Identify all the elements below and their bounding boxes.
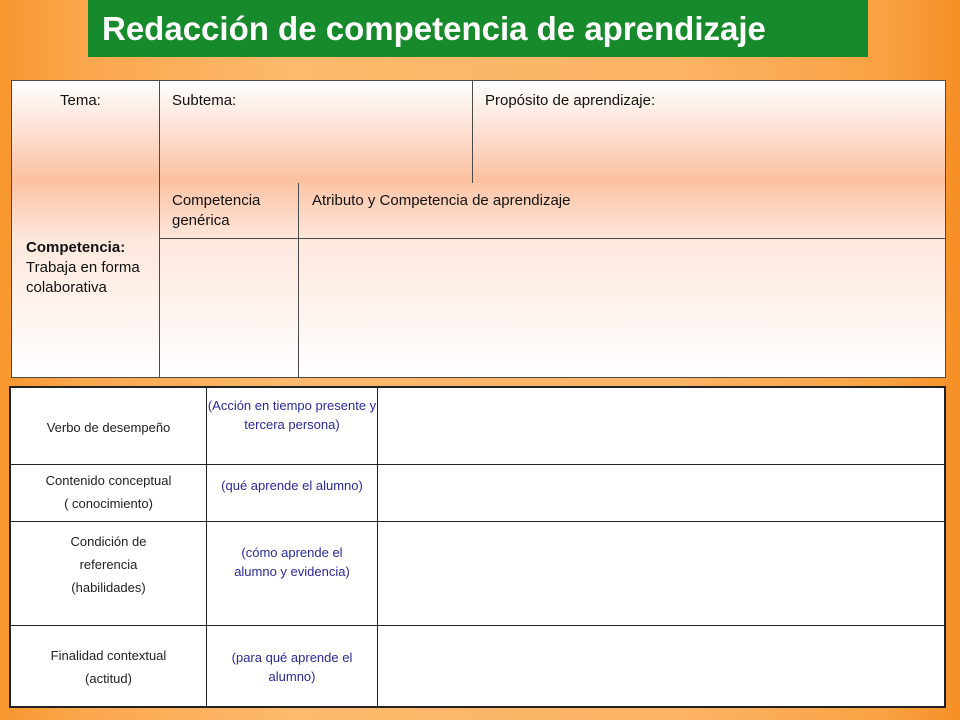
competency-builder-table — [9, 386, 946, 708]
row-hint-contenido: (qué aprende el alumno) — [221, 478, 363, 493]
topic-table — [11, 80, 946, 378]
divider — [159, 238, 945, 239]
divider — [159, 81, 160, 377]
subtema-label: Subtema: — [172, 92, 237, 109]
row-hint-condicion: (cómo aprende el alumno y evidencia) — [234, 545, 350, 579]
divider — [298, 183, 299, 377]
row-label-finalidad: Finalidad contextual (actitud) — [50, 648, 167, 686]
competencia-label: Competencia: — [26, 239, 126, 256]
topic-row — [12, 81, 945, 184]
competencia-value: Trabaja en forma colaborativa — [26, 259, 140, 296]
divider — [11, 464, 944, 465]
row-label-verbo: Verbo de desempeño — [46, 420, 171, 435]
page-title-text: Redacción de competencia de aprendizaje — [102, 9, 766, 47]
proposito-label: Propósito de aprendizaje: — [485, 92, 656, 109]
page-title — [88, 0, 868, 57]
row-label-contenido: Contenido conceptual ( conocimiento) — [45, 473, 172, 511]
tema-label: Tema: — [60, 92, 101, 109]
divider — [11, 521, 944, 522]
competencia-generica-label: Competencia genérica — [172, 192, 261, 229]
row-hint-finalidad: (para qué aprende el alumno) — [231, 650, 353, 684]
divider — [472, 81, 473, 183]
row-label-condicion: Condición de referencia (habilidades) — [70, 534, 147, 595]
row-hint-verbo: (Acción en tiempo presente y tercera persona) — [207, 398, 377, 432]
divider — [377, 388, 378, 706]
atributo-label: Atributo y Competencia de aprendizaje — [312, 192, 571, 209]
competencia-cell — [26, 238, 156, 298]
divider — [11, 625, 944, 626]
